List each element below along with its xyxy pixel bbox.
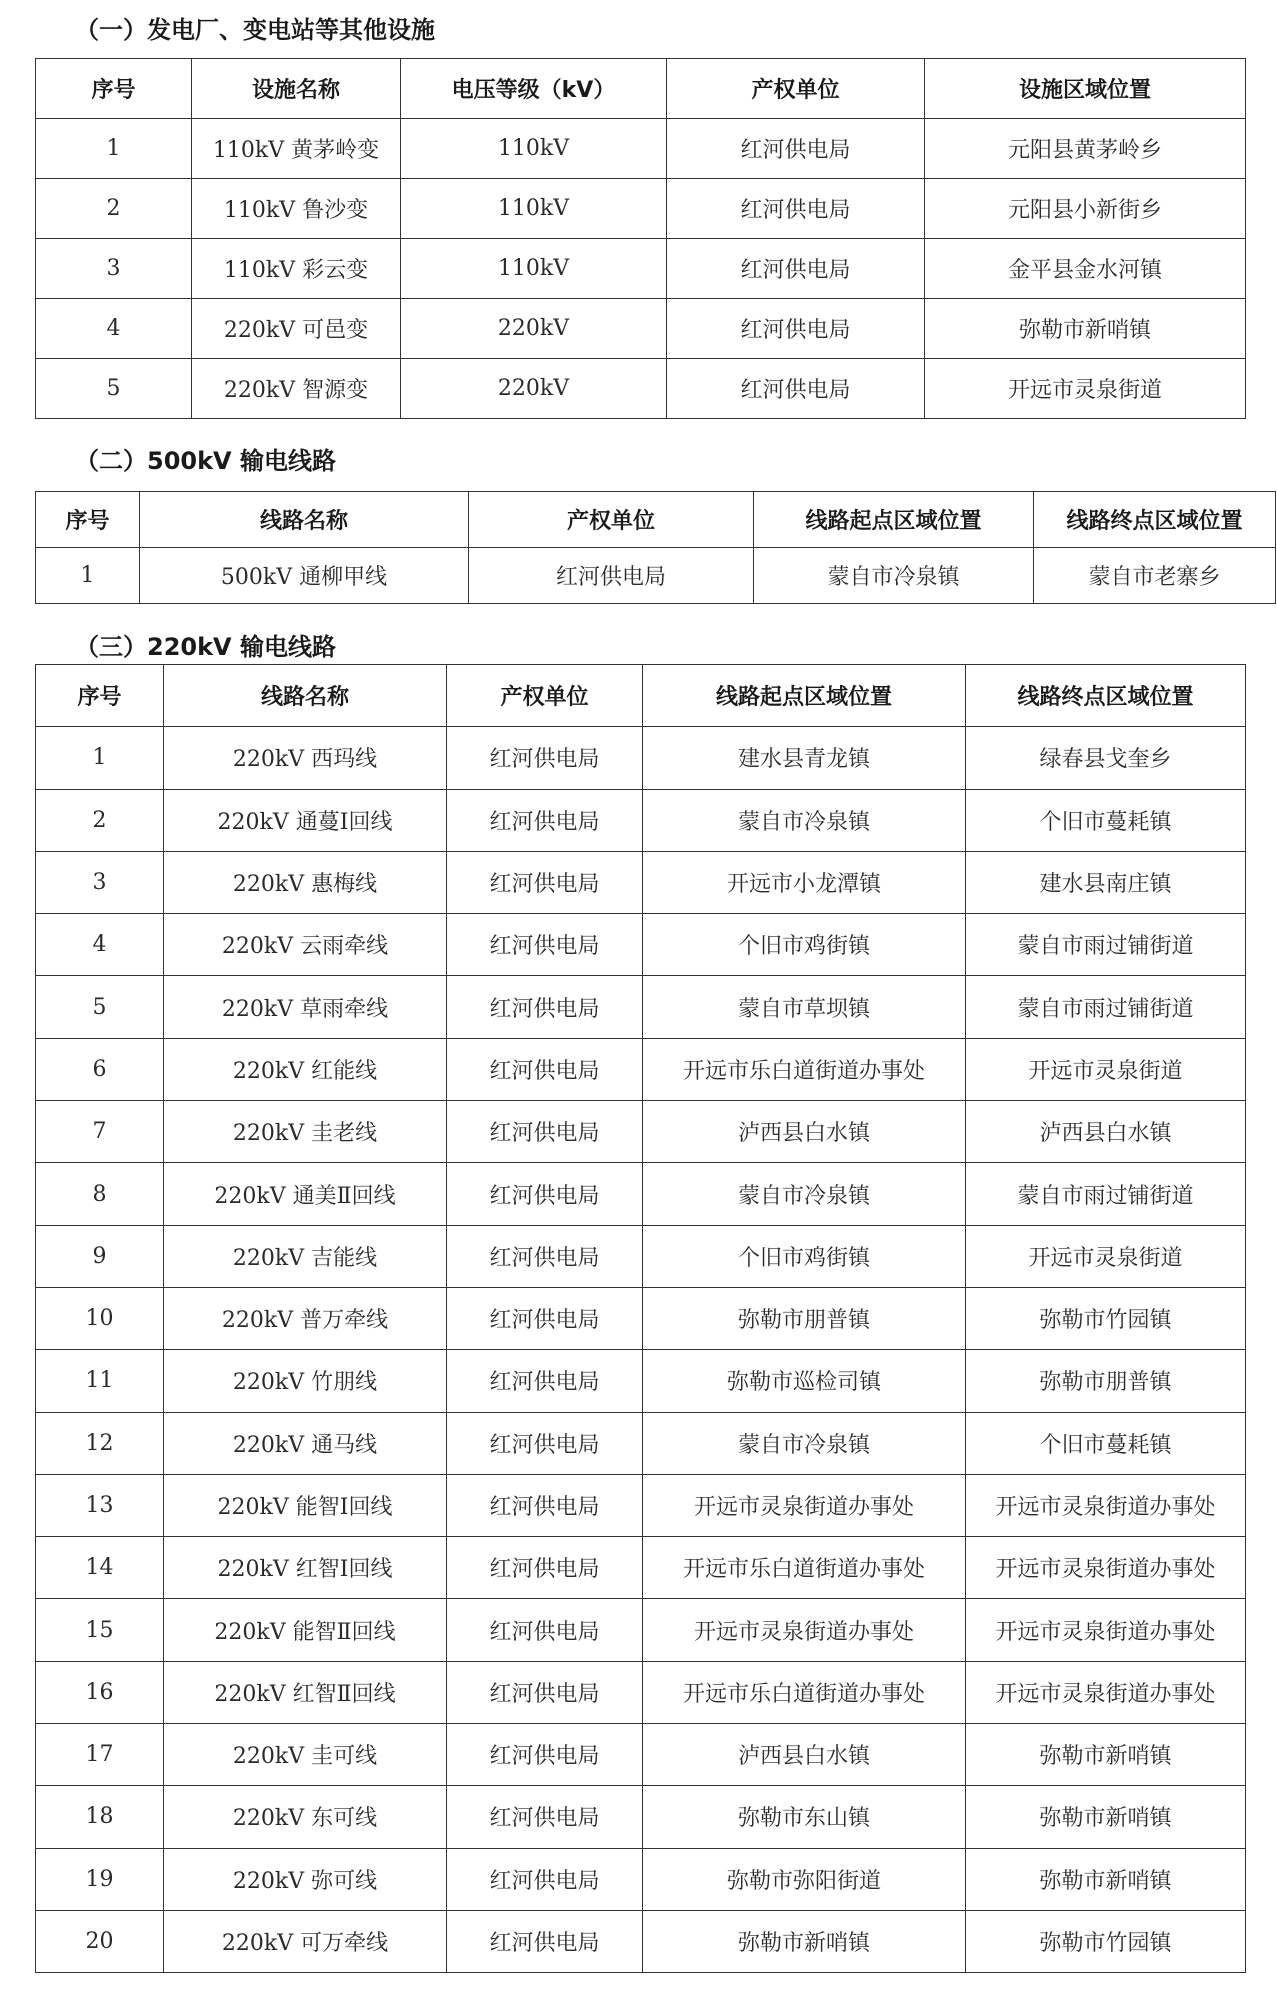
table-cell: 弥勒市弥阳街道 xyxy=(643,1848,966,1910)
table-row xyxy=(36,119,1246,179)
table-cell: 110kV xyxy=(401,119,667,179)
table-cell: 18 xyxy=(36,1786,164,1848)
table-cell: 19 xyxy=(36,1848,164,1910)
table-cell: 弥勒市东山镇 xyxy=(643,1786,966,1848)
table-cell: 个旧市鸡街镇 xyxy=(643,1225,966,1287)
table-header-row xyxy=(36,665,1246,727)
table-cell: 12 xyxy=(36,1412,164,1474)
table-row xyxy=(36,1350,1246,1412)
table-row xyxy=(36,1225,1246,1287)
table-cell: 1 xyxy=(36,119,192,179)
table-cell: 7 xyxy=(36,1101,164,1163)
section-2-title: （二）500kV 输电线路 xyxy=(75,447,336,475)
table-cell: 110kV 彩云变 xyxy=(192,239,401,299)
table-row xyxy=(36,1537,1246,1599)
table-cell: 220kV 红智Ⅱ回线 xyxy=(164,1661,447,1723)
table-cell: 蒙自市冷泉镇 xyxy=(643,789,966,851)
table-row xyxy=(36,1661,1246,1723)
column-header: 线路名称 xyxy=(164,665,447,727)
table-cell: 2 xyxy=(36,789,164,851)
table-cell: 红河供电局 xyxy=(447,1038,643,1100)
table-cell: 开远市灵泉街道 xyxy=(925,359,1246,419)
table-cell: 蒙自市冷泉镇 xyxy=(754,548,1034,604)
column-header: 序号 xyxy=(36,492,140,548)
table-cell: 金平县金水河镇 xyxy=(925,239,1246,299)
table-row xyxy=(36,299,1246,359)
table-cell: 弥勒市朋普镇 xyxy=(966,1350,1246,1412)
table-cell: 开远市乐白道街道办事处 xyxy=(643,1661,966,1723)
table-row xyxy=(36,1101,1246,1163)
table-cell: 开远市灵泉街道办事处 xyxy=(966,1661,1246,1723)
table-cell: 红河供电局 xyxy=(447,976,643,1038)
table-cell: 开远市小龙潭镇 xyxy=(643,851,966,913)
table-cell: 红河供电局 xyxy=(447,1474,643,1536)
table-row xyxy=(36,789,1246,851)
table-cell: 10 xyxy=(36,1287,164,1349)
table-cell: 11 xyxy=(36,1350,164,1412)
table-row xyxy=(36,179,1246,239)
table-row xyxy=(36,548,1276,604)
table-cell: 14 xyxy=(36,1537,164,1599)
column-header: 产权单位 xyxy=(667,59,925,119)
table-cell: 4 xyxy=(36,299,192,359)
table-row xyxy=(36,1474,1246,1536)
table-cell: 红河供电局 xyxy=(447,1910,643,1972)
table-cell: 红河供电局 xyxy=(447,1412,643,1474)
table-cell: 220kV 可邑变 xyxy=(192,299,401,359)
table-cell: 220kV 圭老线 xyxy=(164,1101,447,1163)
table-cell: 220kV xyxy=(401,299,667,359)
table-cell: 15 xyxy=(36,1599,164,1661)
table-row xyxy=(36,976,1246,1038)
table-row xyxy=(36,1038,1246,1100)
table-cell: 220kV 西玛线 xyxy=(164,727,447,789)
table-cell: 220kV 可万牵线 xyxy=(164,1910,447,1972)
table-row xyxy=(36,1412,1246,1474)
table-cell: 16 xyxy=(36,1661,164,1723)
table-cell: 弥勒市新哨镇 xyxy=(643,1910,966,1972)
table-cell: 红河供电局 xyxy=(447,789,643,851)
table-cell: 红河供电局 xyxy=(447,1101,643,1163)
table-cell: 红河供电局 xyxy=(447,1537,643,1599)
table-cell: 红河供电局 xyxy=(469,548,754,604)
line-220kv-table xyxy=(35,664,1246,1973)
table-cell: 红河供电局 xyxy=(667,119,925,179)
table-cell: 红河供电局 xyxy=(667,239,925,299)
table-row xyxy=(36,1786,1246,1848)
section-3-title: （三）220kV 输电线路 xyxy=(75,633,336,661)
table-cell: 110kV 鲁沙变 xyxy=(192,179,401,239)
table-cell: 红河供电局 xyxy=(447,727,643,789)
column-header: 线路起点区域位置 xyxy=(643,665,966,727)
table-cell: 弥勒市新哨镇 xyxy=(925,299,1246,359)
table-cell: 220kV 红智Ⅰ回线 xyxy=(164,1537,447,1599)
table-row xyxy=(36,851,1246,913)
table-header-row xyxy=(36,59,1246,119)
table-cell: 开远市灵泉街道 xyxy=(966,1038,1246,1100)
table-cell: 220kV 草雨牵线 xyxy=(164,976,447,1038)
table-cell: 开远市乐白道街道办事处 xyxy=(643,1537,966,1599)
table-cell: 建水县南庄镇 xyxy=(966,851,1246,913)
table-cell: 220kV xyxy=(401,359,667,419)
table-cell: 红河供电局 xyxy=(447,1786,643,1848)
table-cell: 220kV 普万牵线 xyxy=(164,1287,447,1349)
column-header: 线路终点区域位置 xyxy=(1034,492,1276,548)
table-cell: 红河供电局 xyxy=(447,1661,643,1723)
table-cell: 元阳县黄茅岭乡 xyxy=(925,119,1246,179)
table-cell: 开远市灵泉街道办事处 xyxy=(966,1537,1246,1599)
table-cell: 开远市灵泉街道办事处 xyxy=(643,1599,966,1661)
table-cell: 220kV 云雨牵线 xyxy=(164,914,447,976)
table-cell: 开远市灵泉街道办事处 xyxy=(966,1474,1246,1536)
table-row xyxy=(36,727,1246,789)
table-cell: 元阳县小新街乡 xyxy=(925,179,1246,239)
table-cell: 220kV 竹朋线 xyxy=(164,1350,447,1412)
table-cell: 开远市灵泉街道 xyxy=(966,1225,1246,1287)
table-cell: 110kV 黄茅岭变 xyxy=(192,119,401,179)
table-cell: 3 xyxy=(36,239,192,299)
table-row xyxy=(36,914,1246,976)
table-cell: 蒙自市老寨乡 xyxy=(1034,548,1276,604)
column-header: 线路名称 xyxy=(140,492,469,548)
table-cell: 弥勒市巡检司镇 xyxy=(643,1350,966,1412)
table-cell: 弥勒市新哨镇 xyxy=(966,1848,1246,1910)
table-cell: 红河供电局 xyxy=(447,1599,643,1661)
line-500kv-table xyxy=(35,491,1276,604)
table-cell: 蒙自市雨过铺街道 xyxy=(966,1163,1246,1225)
table-cell: 弥勒市新哨镇 xyxy=(966,1724,1246,1786)
table-cell: 红河供电局 xyxy=(447,1163,643,1225)
table-cell: 红河供电局 xyxy=(447,1350,643,1412)
table-cell: 220kV 通蔓Ⅰ回线 xyxy=(164,789,447,851)
table-cell: 开远市乐白道街道办事处 xyxy=(643,1038,966,1100)
facilities-table xyxy=(35,58,1246,419)
table-cell: 1 xyxy=(36,727,164,789)
table-cell: 红河供电局 xyxy=(667,299,925,359)
table-cell: 4 xyxy=(36,914,164,976)
table-cell: 220kV 智源变 xyxy=(192,359,401,419)
table-cell: 红河供电局 xyxy=(667,179,925,239)
table-cell: 泸西县白水镇 xyxy=(643,1101,966,1163)
table-cell: 20 xyxy=(36,1910,164,1972)
table-cell: 220kV 能智Ⅰ回线 xyxy=(164,1474,447,1536)
table-cell: 110kV xyxy=(401,179,667,239)
table-cell: 8 xyxy=(36,1163,164,1225)
table-cell: 220kV 能智Ⅱ回线 xyxy=(164,1599,447,1661)
table-header-row xyxy=(36,492,1276,548)
table-cell: 220kV 东可线 xyxy=(164,1786,447,1848)
table-cell: 蒙自市冷泉镇 xyxy=(643,1412,966,1474)
table-cell: 红河供电局 xyxy=(447,1848,643,1910)
table-row xyxy=(36,1724,1246,1786)
table-cell: 建水县青龙镇 xyxy=(643,727,966,789)
column-header: 电压等级（kV） xyxy=(401,59,667,119)
table-cell: 弥勒市竹园镇 xyxy=(966,1910,1246,1972)
column-header: 线路起点区域位置 xyxy=(754,492,1034,548)
table-row xyxy=(36,1287,1246,1349)
column-header: 产权单位 xyxy=(469,492,754,548)
table-cell: 个旧市鸡街镇 xyxy=(643,914,966,976)
table-cell: 220kV 弥可线 xyxy=(164,1848,447,1910)
column-header: 序号 xyxy=(36,59,192,119)
table-cell: 蒙自市冷泉镇 xyxy=(643,1163,966,1225)
table-cell: 蒙自市雨过铺街道 xyxy=(966,976,1246,1038)
table-cell: 9 xyxy=(36,1225,164,1287)
table-row xyxy=(36,359,1246,419)
table-cell: 红河供电局 xyxy=(667,359,925,419)
table-cell: 6 xyxy=(36,1038,164,1100)
table-row xyxy=(36,1163,1246,1225)
column-header: 序号 xyxy=(36,665,164,727)
table-cell: 13 xyxy=(36,1474,164,1536)
column-header: 线路终点区域位置 xyxy=(966,665,1246,727)
table-cell: 泸西县白水镇 xyxy=(966,1101,1246,1163)
table-cell: 开远市灵泉街道办事处 xyxy=(966,1599,1246,1661)
table-row xyxy=(36,1848,1246,1910)
column-header: 设施区域位置 xyxy=(925,59,1246,119)
table-cell: 3 xyxy=(36,851,164,913)
table-cell: 5 xyxy=(36,976,164,1038)
table-cell: 泸西县白水镇 xyxy=(643,1724,966,1786)
table-cell: 220kV 惠梅线 xyxy=(164,851,447,913)
table-cell: 蒙自市草坝镇 xyxy=(643,976,966,1038)
table-cell: 220kV 通美Ⅱ回线 xyxy=(164,1163,447,1225)
table-cell: 红河供电局 xyxy=(447,1724,643,1786)
table-cell: 个旧市蔓耗镇 xyxy=(966,789,1246,851)
table-cell: 220kV 圭可线 xyxy=(164,1724,447,1786)
table-cell: 开远市灵泉街道办事处 xyxy=(643,1474,966,1536)
column-header: 产权单位 xyxy=(447,665,643,727)
table-cell: 220kV 吉能线 xyxy=(164,1225,447,1287)
table-row xyxy=(36,239,1246,299)
table-cell: 弥勒市朋普镇 xyxy=(643,1287,966,1349)
table-cell: 绿春县戈奎乡 xyxy=(966,727,1246,789)
table-cell: 2 xyxy=(36,179,192,239)
table-cell: 5 xyxy=(36,359,192,419)
table-cell: 红河供电局 xyxy=(447,1225,643,1287)
table-cell: 弥勒市竹园镇 xyxy=(966,1287,1246,1349)
table-row xyxy=(36,1599,1246,1661)
table-cell: 17 xyxy=(36,1724,164,1786)
table-row xyxy=(36,1910,1246,1972)
table-cell: 个旧市蔓耗镇 xyxy=(966,1412,1246,1474)
table-cell: 红河供电局 xyxy=(447,914,643,976)
table-cell: 1 xyxy=(36,548,140,604)
table-cell: 红河供电局 xyxy=(447,851,643,913)
table-cell: 蒙自市雨过铺街道 xyxy=(966,914,1246,976)
column-header: 设施名称 xyxy=(192,59,401,119)
section-1-title: （一）发电厂、变电站等其他设施 xyxy=(75,16,435,44)
table-cell: 220kV 红能线 xyxy=(164,1038,447,1100)
table-cell: 红河供电局 xyxy=(447,1287,643,1349)
table-cell: 110kV xyxy=(401,239,667,299)
table-cell: 220kV 通马线 xyxy=(164,1412,447,1474)
table-cell: 弥勒市新哨镇 xyxy=(966,1786,1246,1848)
table-cell: 500kV 通柳甲线 xyxy=(140,548,469,604)
